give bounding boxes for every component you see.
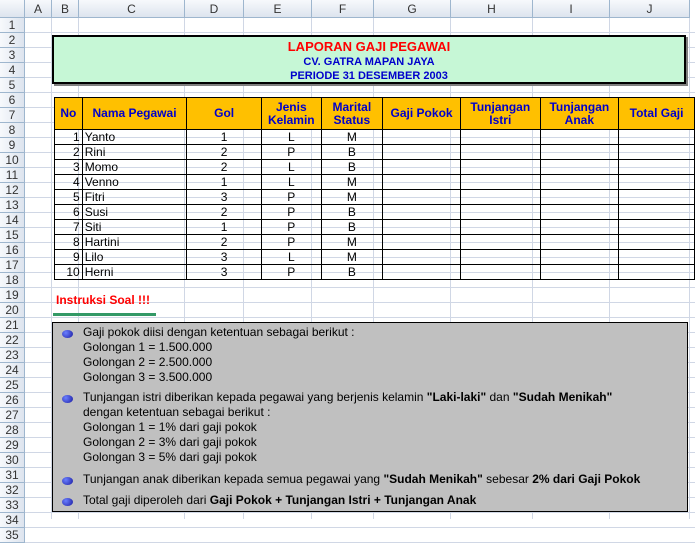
gridline-h <box>25 92 695 93</box>
header-tunjangan-istri[interactable] <box>461 98 541 130</box>
instruction-2-bold-2: "Sudah Menikah" <box>512 390 613 404</box>
header-gaji-pokok[interactable]: Gaji Pokok <box>383 98 461 130</box>
instruction-2c: Golongan 3 = 5% dari gaji pokok <box>83 450 257 464</box>
cell-no[interactable]: 9 <box>55 250 83 265</box>
cell-no[interactable]: 10 <box>55 265 83 280</box>
instruction-2b: Golongan 2 = 3% dari gaji pokok <box>83 435 257 449</box>
header-name[interactable]: Nama Pegawai <box>82 98 187 130</box>
cell-name[interactable]: Fitri <box>82 190 187 205</box>
cell-tunjangan-istri[interactable] <box>461 220 541 235</box>
cell-gaji-pokok[interactable] <box>383 250 461 265</box>
cell-jenis-kelamin[interactable]: P <box>261 265 321 280</box>
cell-name[interactable]: Yanto <box>82 130 187 145</box>
cell-gaji-pokok[interactable] <box>383 220 461 235</box>
row-header-2[interactable]: 2 <box>0 33 25 48</box>
cell-tunjangan-istri[interactable] <box>461 175 541 190</box>
header-jk-line2: Kelamin <box>267 112 315 127</box>
cell-tunjangan-anak[interactable] <box>540 190 619 205</box>
cell-jenis-kelamin[interactable]: P <box>261 220 321 235</box>
cell-total-gaji[interactable] <box>619 145 695 160</box>
row-header-20[interactable]: 20 <box>0 303 25 318</box>
cell-gaji-pokok[interactable] <box>383 160 461 175</box>
cell-jenis-kelamin[interactable]: P <box>261 190 321 205</box>
row-header-24[interactable]: 24 <box>0 363 25 378</box>
cell-no[interactable]: 8 <box>55 235 83 250</box>
cell-total-gaji[interactable] <box>619 265 695 280</box>
cell-tunjangan-istri[interactable] <box>461 130 541 145</box>
cell-name[interactable]: Momo <box>82 160 187 175</box>
table-row <box>55 250 695 265</box>
cell-tunjangan-anak[interactable] <box>540 265 619 280</box>
salary-table <box>54 97 695 280</box>
cell-tunjangan-anak[interactable] <box>540 205 619 220</box>
cell-tunjangan-istri[interactable] <box>461 250 541 265</box>
cell-jenis-kelamin[interactable]: L <box>261 250 321 265</box>
cell-no[interactable]: 5 <box>55 190 83 205</box>
report-period: PERIODE 31 DESEMBER 2003 <box>290 70 448 82</box>
row-header-26[interactable]: 26 <box>0 393 25 408</box>
cell-total-gaji[interactable] <box>619 205 695 220</box>
header-jenis-kelamin[interactable] <box>261 98 321 130</box>
instruction-2a: Golongan 1 = 1% dari gaji pokok <box>83 420 257 434</box>
instruction-2 <box>83 390 612 404</box>
cell-total-gaji[interactable] <box>619 160 695 175</box>
cell-no[interactable]: 3 <box>55 160 83 175</box>
row-header-31[interactable]: 31 <box>0 468 25 483</box>
column-header-b[interactable]: B <box>52 0 79 18</box>
cell-gaji-pokok[interactable] <box>383 265 461 280</box>
table-row <box>55 235 695 250</box>
cell-marital-status[interactable]: B <box>321 220 382 235</box>
cell-tunjangan-anak[interactable] <box>540 145 619 160</box>
cell-gol[interactable]: 1 <box>187 175 262 190</box>
gridline-h <box>25 512 695 513</box>
row-header-17[interactable]: 17 <box>0 258 25 273</box>
cell-tunjangan-istri[interactable] <box>461 160 541 175</box>
instruction-2-mid: dan <box>486 390 513 404</box>
cell-tunjangan-istri[interactable] <box>461 205 541 220</box>
cell-marital-status[interactable]: M <box>321 250 382 265</box>
cell-gaji-pokok[interactable] <box>383 235 461 250</box>
row-header-1[interactable]: 1 <box>0 18 25 33</box>
gridline-h <box>25 317 695 318</box>
gridline-h <box>25 32 695 33</box>
cell-no[interactable]: 6 <box>55 205 83 220</box>
cell-name[interactable]: Venno <box>82 175 187 190</box>
cell-jenis-kelamin[interactable]: L <box>261 130 321 145</box>
instructions-box <box>52 322 688 512</box>
bullet-icon <box>62 330 73 338</box>
cell-gaji-pokok[interactable] <box>383 145 461 160</box>
cell-no[interactable]: 7 <box>55 220 83 235</box>
instruction-3-text: Tunjangan anak diberikan kepada semua pegawai yang <box>83 472 384 486</box>
row-header-34[interactable]: 34 <box>0 513 25 528</box>
instruction-2-bold-1: "Laki-laki" <box>426 390 487 404</box>
cell-jenis-kelamin[interactable]: P <box>261 235 321 250</box>
instructions-underline <box>53 313 156 316</box>
header-ta-line1: Tunjangan <box>549 99 610 114</box>
cell-marital-status[interactable]: M <box>321 235 382 250</box>
instruction-1b: Golongan 2 = 2.500.000 <box>83 355 213 369</box>
cell-tunjangan-anak[interactable] <box>540 160 619 175</box>
cell-jenis-kelamin[interactable]: P <box>261 145 321 160</box>
row-header-4[interactable]: 4 <box>0 63 25 78</box>
cell-gol[interactable]: 3 <box>187 190 262 205</box>
cell-tunjangan-istri[interactable] <box>461 145 541 160</box>
cell-marital-status[interactable]: B <box>321 160 382 175</box>
cell-marital-status[interactable]: M <box>321 175 382 190</box>
row-header-12[interactable]: 12 <box>0 183 25 198</box>
cell-jenis-kelamin[interactable]: P <box>261 205 321 220</box>
column-header-e[interactable]: E <box>244 0 312 18</box>
row-header-11[interactable]: 11 <box>0 168 25 183</box>
table-row <box>55 175 695 190</box>
header-tunjangan-anak[interactable] <box>540 98 619 130</box>
cell-gol[interactable]: 1 <box>187 220 262 235</box>
cell-marital-status[interactable]: M <box>321 190 382 205</box>
instruction-3-mid: sebesar <box>482 472 533 486</box>
row-header-10[interactable]: 10 <box>0 153 25 168</box>
cell-gaji-pokok[interactable] <box>383 130 461 145</box>
cell-gol[interactable]: 2 <box>187 235 262 250</box>
row-header-16[interactable]: 16 <box>0 243 25 258</box>
row-header-13[interactable]: 13 <box>0 198 25 213</box>
table-row <box>55 190 695 205</box>
gridline-h <box>25 527 695 528</box>
row-header-5[interactable]: 5 <box>0 78 25 93</box>
column-header-i[interactable]: I <box>533 0 610 18</box>
cell-total-gaji[interactable] <box>619 190 695 205</box>
row-header-33[interactable]: 33 <box>0 498 25 513</box>
cell-name[interactable]: Susi <box>82 205 187 220</box>
instruction-1: Gaji pokok diisi dengan ketentuan sebagai berikut : <box>83 325 355 339</box>
header-ms-line2: Status <box>333 112 371 127</box>
cell-name[interactable]: Herni <box>82 265 187 280</box>
cell-jenis-kelamin[interactable]: L <box>261 160 321 175</box>
row-header-15[interactable]: 15 <box>0 228 25 243</box>
cell-jenis-kelamin[interactable]: L <box>261 175 321 190</box>
instruction-2-line2: dengan ketentuan sebagai berikut : <box>83 405 271 419</box>
table-row <box>55 130 695 145</box>
instructions-title: Instruksi Soal !!! <box>56 293 151 307</box>
header-gol[interactable]: Gol <box>187 98 262 130</box>
cell-gol[interactable]: 2 <box>187 145 262 160</box>
column-header-c[interactable]: C <box>79 0 185 18</box>
row-header-30[interactable]: 30 <box>0 453 25 468</box>
bullet-icon <box>62 395 73 403</box>
instruction-1c: Golongan 3 = 3.500.000 <box>83 370 213 384</box>
header-jk-line1: Jenis <box>275 99 307 114</box>
cell-gaji-pokok[interactable] <box>383 205 461 220</box>
row-header-14[interactable]: 14 <box>0 213 25 228</box>
cell-tunjangan-istri[interactable] <box>461 265 541 280</box>
column-header-a[interactable]: A <box>25 0 52 18</box>
bullet-icon <box>62 477 73 485</box>
table-row <box>55 160 695 175</box>
cell-tunjangan-istri[interactable] <box>461 235 541 250</box>
row-header-22[interactable]: 22 <box>0 333 25 348</box>
row-header-21[interactable]: 21 <box>0 318 25 333</box>
instruction-3-bold-2: 2% dari Gaji Pokok <box>532 472 641 486</box>
cell-name[interactable]: Rini <box>82 145 187 160</box>
cell-marital-status[interactable]: B <box>321 265 382 280</box>
cell-marital-status[interactable]: M <box>321 130 382 145</box>
header-no[interactable]: No <box>55 98 83 130</box>
cell-tunjangan-anak[interactable] <box>540 220 619 235</box>
cell-marital-status[interactable]: B <box>321 205 382 220</box>
header-total-gaji[interactable]: Total Gaji <box>619 98 695 130</box>
bullet-icon <box>62 498 73 506</box>
cell-name[interactable]: Siti <box>82 220 187 235</box>
table-header-row <box>55 98 695 130</box>
cell-total-gaji[interactable] <box>619 130 695 145</box>
instruction-2-text: Tunjangan istri diberikan kepada pegawai yang berjenis kelamin <box>83 390 427 404</box>
instruction-4 <box>83 493 476 507</box>
cell-gaji-pokok[interactable] <box>383 190 461 205</box>
cell-tunjangan-anak[interactable] <box>540 175 619 190</box>
cell-total-gaji[interactable] <box>619 175 695 190</box>
instruction-1a: Golongan 1 = 1.500.000 <box>83 340 213 354</box>
row-header-35[interactable]: 35 <box>0 528 25 543</box>
cell-total-gaji[interactable] <box>619 235 695 250</box>
cell-name[interactable]: Hartini <box>82 235 187 250</box>
table-row <box>55 220 695 235</box>
cell-tunjangan-anak[interactable] <box>540 250 619 265</box>
row-header-32[interactable]: 32 <box>0 483 25 498</box>
row-header-7[interactable]: 7 <box>0 108 25 123</box>
row-header-3[interactable]: 3 <box>0 48 25 63</box>
row-header-23[interactable]: 23 <box>0 348 25 363</box>
row-header-27[interactable]: 27 <box>0 408 25 423</box>
header-ta-line2: Anak <box>564 112 594 127</box>
table-row <box>55 145 695 160</box>
row-header-28[interactable]: 28 <box>0 423 25 438</box>
cell-gol[interactable]: 1 <box>187 130 262 145</box>
cell-name[interactable]: Lilo <box>82 250 187 265</box>
company-name: CV. GATRA MAPAN JAYA <box>303 56 435 68</box>
row-header-6[interactable]: 6 <box>0 93 25 108</box>
table-row <box>55 265 695 280</box>
column-header-f[interactable]: F <box>312 0 374 18</box>
instruction-4-bold: Gaji Pokok + Tunjangan Istri + Tunjangan Anak <box>209 493 477 507</box>
row-header-19[interactable]: 19 <box>0 288 25 303</box>
row-header-18[interactable]: 18 <box>0 273 25 288</box>
cell-marital-status[interactable]: B <box>321 145 382 160</box>
cell-tunjangan-anak[interactable] <box>540 130 619 145</box>
report-title-box <box>52 35 686 84</box>
cell-gol[interactable]: 2 <box>187 160 262 175</box>
cell-tunjangan-anak[interactable] <box>540 235 619 250</box>
instruction-3 <box>83 472 640 486</box>
row-header-9[interactable]: 9 <box>0 138 25 153</box>
header-ms-line1: Marital <box>332 99 372 114</box>
table-row <box>55 205 695 220</box>
cell-gaji-pokok[interactable] <box>383 175 461 190</box>
cell-no[interactable]: 1 <box>55 130 83 145</box>
cell-gol[interactable]: 3 <box>187 250 262 265</box>
column-header-g[interactable]: G <box>374 0 451 18</box>
cell-total-gaji[interactable] <box>619 220 695 235</box>
report-title: LAPORAN GAJI PEGAWAI <box>287 39 451 54</box>
header-ti-line1: Tunjangan <box>470 99 531 114</box>
cell-gol[interactable]: 2 <box>187 205 262 220</box>
instruction-4-text: Total gaji diperoleh dari <box>83 493 210 507</box>
header-marital-status[interactable] <box>321 98 382 130</box>
row-header-25[interactable]: 25 <box>0 378 25 393</box>
corner-select-all[interactable] <box>0 0 25 18</box>
header-ti-line2: Istri <box>489 112 512 127</box>
cell-no[interactable]: 4 <box>55 175 83 190</box>
cell-no[interactable]: 2 <box>55 145 83 160</box>
column-header-j[interactable]: J <box>610 0 690 18</box>
instruction-3-bold-1: "Sudah Menikah" <box>383 472 483 486</box>
row-header-29[interactable]: 29 <box>0 438 25 453</box>
column-header-d[interactable]: D <box>185 0 244 18</box>
row-header-8[interactable]: 8 <box>0 123 25 138</box>
cell-total-gaji[interactable] <box>619 250 695 265</box>
cell-gol[interactable]: 3 <box>187 265 262 280</box>
gridline-h <box>25 287 695 288</box>
column-header-h[interactable]: H <box>451 0 533 18</box>
cell-tunjangan-istri[interactable] <box>461 190 541 205</box>
